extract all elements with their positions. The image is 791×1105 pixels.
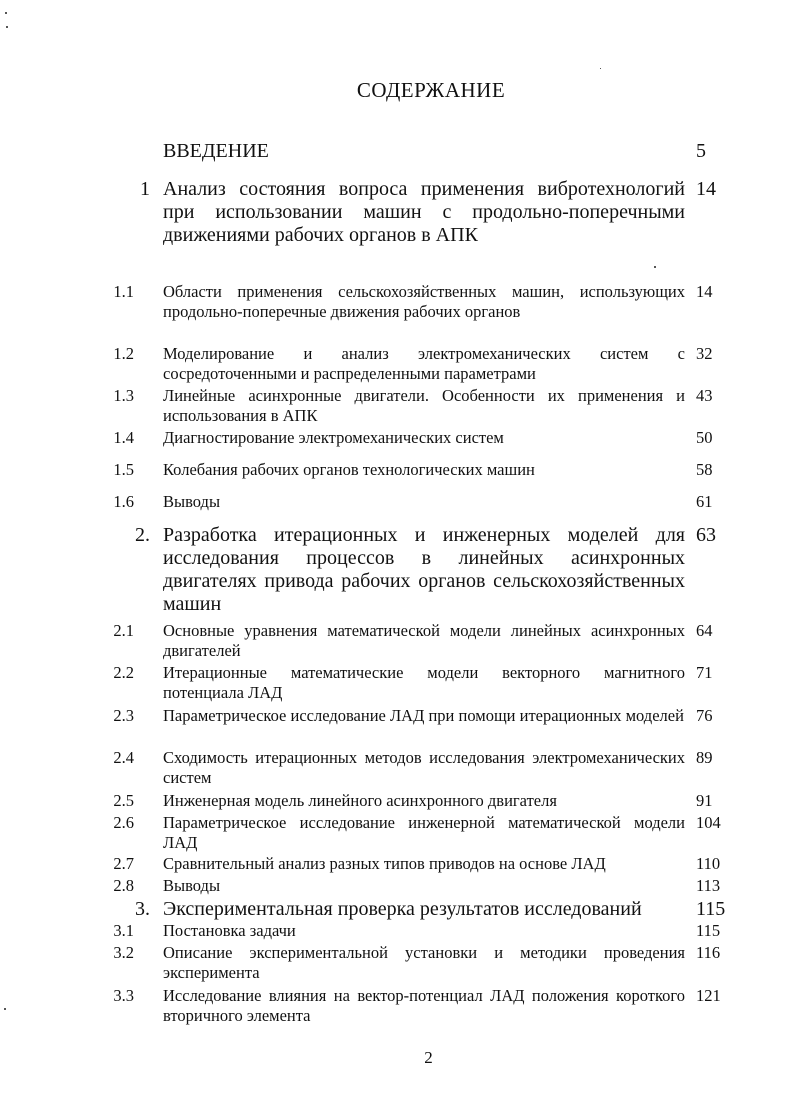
toc-entry-title: Разработка итерационных и инженерных моделей для исследования процессов в линейных асинхронных двигателях привода рабочих органов сельскохозяйственных машин — [163, 524, 685, 615]
page-number: 2 — [424, 1048, 433, 1067]
toc-entry-number: 2.8 — [113, 876, 134, 895]
scan-speck — [600, 68, 601, 69]
toc-entry-page: 63 — [696, 524, 716, 546]
toc-entry-title: Основные уравнения математической модели линейных асинхронных двигателей — [163, 621, 685, 660]
toc-entry-page: 110 — [696, 854, 721, 873]
toc-entry-number: 2. — [135, 524, 150, 546]
scan-speck — [654, 266, 656, 268]
toc-entry-number: 3.1 — [113, 921, 134, 940]
toc-entry-page: 104 — [696, 813, 721, 832]
toc-entry-title: ВВЕДЕНИЕ — [163, 140, 269, 162]
toc-entry-number: 1.5 — [113, 460, 134, 479]
toc-entry-number: 3.2 — [113, 943, 134, 962]
toc-entry-number: 1.3 — [113, 386, 134, 405]
toc-entry-page: 89 — [696, 748, 713, 767]
toc-entry-page: 58 — [696, 460, 713, 479]
toc-entry-title: Выводы — [163, 492, 221, 511]
toc-entry-number: 1.1 — [113, 282, 134, 301]
toc-entry-page: 116 — [696, 943, 721, 962]
toc-entry-number: 1 — [140, 178, 150, 200]
toc-entry-page: 115 — [696, 898, 726, 920]
toc-entry-number: 3. — [135, 898, 150, 920]
toc-entry-title: Линейные асинхронные двигатели. Особенности их применения и использования в АПК — [163, 386, 685, 425]
scan-speck — [6, 26, 8, 28]
toc-entry-title: Параметрическое исследование ЛАД при помощи итерационных моделей — [163, 706, 684, 725]
toc-entry-page: 115 — [696, 921, 721, 940]
toc-entry-page: 121 — [696, 986, 721, 1005]
toc-entry-page: 14 — [696, 282, 713, 301]
toc-title: СОДЕРЖАНИЕ — [356, 78, 506, 102]
toc-entry-title: Диагностирование электромеханических систем — [163, 428, 504, 447]
toc-entry-title: Исследование влияния на вектор-потенциал ЛАД положения короткого вторичного элемента — [163, 986, 685, 1025]
scan-speck — [4, 1008, 6, 1010]
toc-entry-title: Моделирование и анализ электромеханических систем с сосредоточенными и распределенными параметрами — [163, 344, 685, 383]
toc-entry-number: 2.6 — [113, 813, 134, 832]
toc-entry-number: 2.1 — [113, 621, 134, 640]
toc-entry-page: 50 — [696, 428, 713, 447]
toc-entry-number: 2.7 — [113, 854, 134, 873]
toc-entry-number: 1.6 — [113, 492, 134, 511]
toc-entry-page: 91 — [696, 791, 713, 810]
toc-entry-title: Выводы — [163, 876, 221, 895]
toc-entry-number: 2.5 — [113, 791, 134, 810]
toc-entry-title: Анализ состояния вопроса применения вибротехнологий при использовании машин с продольно-поперечными движениями рабочих органов в АПК — [163, 178, 685, 246]
toc-entry-number: 2.2 — [113, 663, 134, 682]
toc-entry-page: 76 — [696, 706, 713, 725]
toc-entry-title: Экспериментальная проверка результатов исследований — [163, 898, 642, 920]
toc-entry-page: 61 — [696, 492, 713, 511]
toc-entry-title: Сходимость итерационных методов исследования электромеханических систем — [163, 748, 685, 787]
toc-entry-number: 3.3 — [113, 986, 134, 1005]
toc-entry-title: Инженерная модель линейного асинхронного двигателя — [163, 791, 557, 810]
toc-entry-title: Постановка задачи — [163, 921, 296, 940]
toc-entry-number: 2.3 — [113, 706, 134, 725]
toc-entry-page: 64 — [696, 621, 713, 640]
toc-entry-number: 1.4 — [113, 428, 134, 447]
toc-entry-title: Описание экспериментальной установки и методики проведения эксперимента — [163, 943, 685, 982]
toc-entry-title: Параметрическое исследование инженерной математической модели ЛАД — [163, 813, 685, 852]
toc-entry-number: 2.4 — [113, 748, 134, 767]
toc-entry-page: 71 — [696, 663, 713, 682]
toc-entry-page: 113 — [696, 876, 721, 895]
toc-entry-page: 32 — [696, 344, 713, 363]
toc-entry-page: 43 — [696, 386, 713, 405]
toc-entry-number: 1.2 — [113, 344, 134, 363]
toc-entry-title: Итерационные математические модели векторного магнитного потенциала ЛАД — [163, 663, 685, 702]
toc-entry-page: 5 — [696, 140, 706, 162]
toc-entry-title: Сравнительный анализ разных типов приводов на основе ЛАД — [163, 854, 606, 873]
scan-speck — [5, 12, 7, 14]
toc-entry-title: Колебания рабочих органов технологических машин — [163, 460, 535, 479]
toc-entry-page: 14 — [696, 178, 716, 200]
toc-entry-title: Области применения сельскохозяйственных машин, использующих продольно-поперечные движения рабочих органов — [163, 282, 685, 321]
